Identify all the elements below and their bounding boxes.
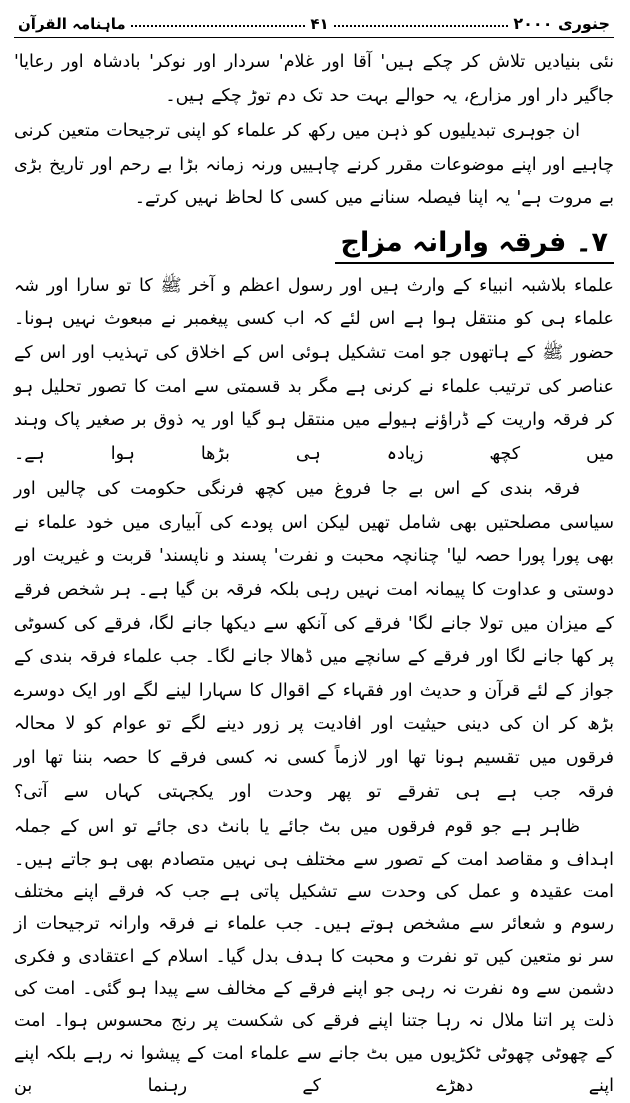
section-heading: ۷۔ فرقہ وارانہ مزاج: [335, 226, 615, 264]
page-number: ۴۱: [310, 15, 329, 33]
issue-date: جنوری ۲۰۰۰: [513, 14, 610, 33]
paragraph: ظاہر ہے جو قوم فرقوں میں بٹ جائے یا بانٹ دی جائے تو اس کے جملہ اہداف و مقاصد امت کے تصور سے مختلف ہی نہیں متصادم بھی ہو جاتے ہیں۔ امت عقیدہ و عمل کی وحدت سے تشکیل پاتی ہے جب کہ فرقے اپنے مختلف رسوم و شعائر سے مشخص ہوتے ہیں۔ جب علماء نے فرقہ وارانہ ترجیحات از سر نو متعین کیں تو نفرت و محبت کا ہدف بدل گیا۔ اسلام کے اعتقادی و فکری دشمن سے وہ نفرت نہ رہی جو اپنے فرقے کے مخالف سے پیدا ہو گئی۔ امت کی ذلت پر اتنا ملال نہ رہا جتنا اپنے فرقے کی شکست پر رنج محسوس ہوا۔ امت کے چھوٹی چھوٹی ٹکڑیوں میں بٹ جانے سے علماء امت کے پیشوا نہ رہے بلکہ اپنے اپنے دھڑے کے رہنما بن: [14, 817, 614, 1097]
paragraph: فرقہ بندی کے اس بے جا فروغ میں کچھ فرنگی حکومت کی چالیں اور سیاسی مصلحتیں بھی شامل تھیں لیکن اس پودے کی آبیاری میں خود علماء نے بھی پورا پورا حصہ لیا' چنانچہ محبت و نفرت' پسند و ناپسند' قربت و غیریت اور دوستی و عداوت کا پیمانہ امت نہیں رہی بلکہ فرقہ بن گیا ہے۔ ہر شخص فرقے کے میزان میں تولا جانے لگا' فرقے کی آنکھ سے دیکھا جانے لگا، فرقے کی کسوٹی پر کھا جانے لگا اور فرقے کے سانچے میں ڈھالا جانے لگا۔ جب علماء فرقہ بندی کے جواز کے لئے قرآن و حدیث اور فقہاء کے اقوال کا سہارا لینے لگے اور ایک دوسرے بڑھ کر ان کی دینی حیثیت اور افادیت پر زور دینے لگے تو عوام کو لا محالہ فرقوں میں تقسیم ہونا تھا اور لازماً کسی نہ کسی فرقے کا حصہ بننا تھا اور فرقہ جب ہے ہی تفرقے تو پھر وحدت اور یکجہتی کہاں سے آتی؟: [14, 479, 614, 802]
page-header: [14, 6, 614, 34]
header-dotted-rule-right: [131, 25, 306, 27]
header-divider: [14, 37, 614, 38]
magazine-title: ماہنامہ القرآن: [18, 15, 126, 33]
paragraph: علماء بلاشبہ انبیاء کے وارث ہیں اور رسول اعظم و آخر ﷺ کا تو سارا اور شہ علماء ہی کو منتقل ہوا ہے اس لئے کہ اب کسی پیغمبر نے مبعوث نہیں ہونا۔ حضور ﷺ کے ہاتھوں جو امت تشکیل ہوئی اس کے اخلاق کی تہذیب اور اس کے عناصر کی ترتیب علماء نے کرنی ہے مگر بد قسمتی سے امت کا تصور تحلیل ہو کر فرقہ واریت کے ڈراؤنے ہیولے میں منتقل ہو گیا اور یہ ذوق بر صغیر پاک وہند میں کچھ زیادہ ہی بڑھا ہوا ہے۔: [14, 275, 614, 464]
section-heading-wrap: [14, 226, 614, 264]
article-body: [14, 46, 614, 1103]
paragraph: نئی بنیادیں تلاش کر چکے ہیں' آقا اور غلام' سردار اور نوکر' بادشاہ اور رعایا' جاگیر دار اور مزارع، یہ حوالے بہت حد تک دم توڑ چکے ہیں۔: [14, 52, 614, 106]
paragraph: ان جوہری تبدیلیوں کو ذہن میں رکھ کر علماء کو اپنی ترجیحات متعین کرنی چاہیے اور اپنے موضوعات مقرر کرنے چاہییں ورنہ زمانہ بڑا بے رحم اور تاریخ بڑی بے مروت ہے' یہ اپنا فیصلہ سنانے میں کسی کا لحاظ نہیں کرتے۔: [14, 121, 614, 209]
header-dotted-rule-left: [334, 25, 509, 27]
